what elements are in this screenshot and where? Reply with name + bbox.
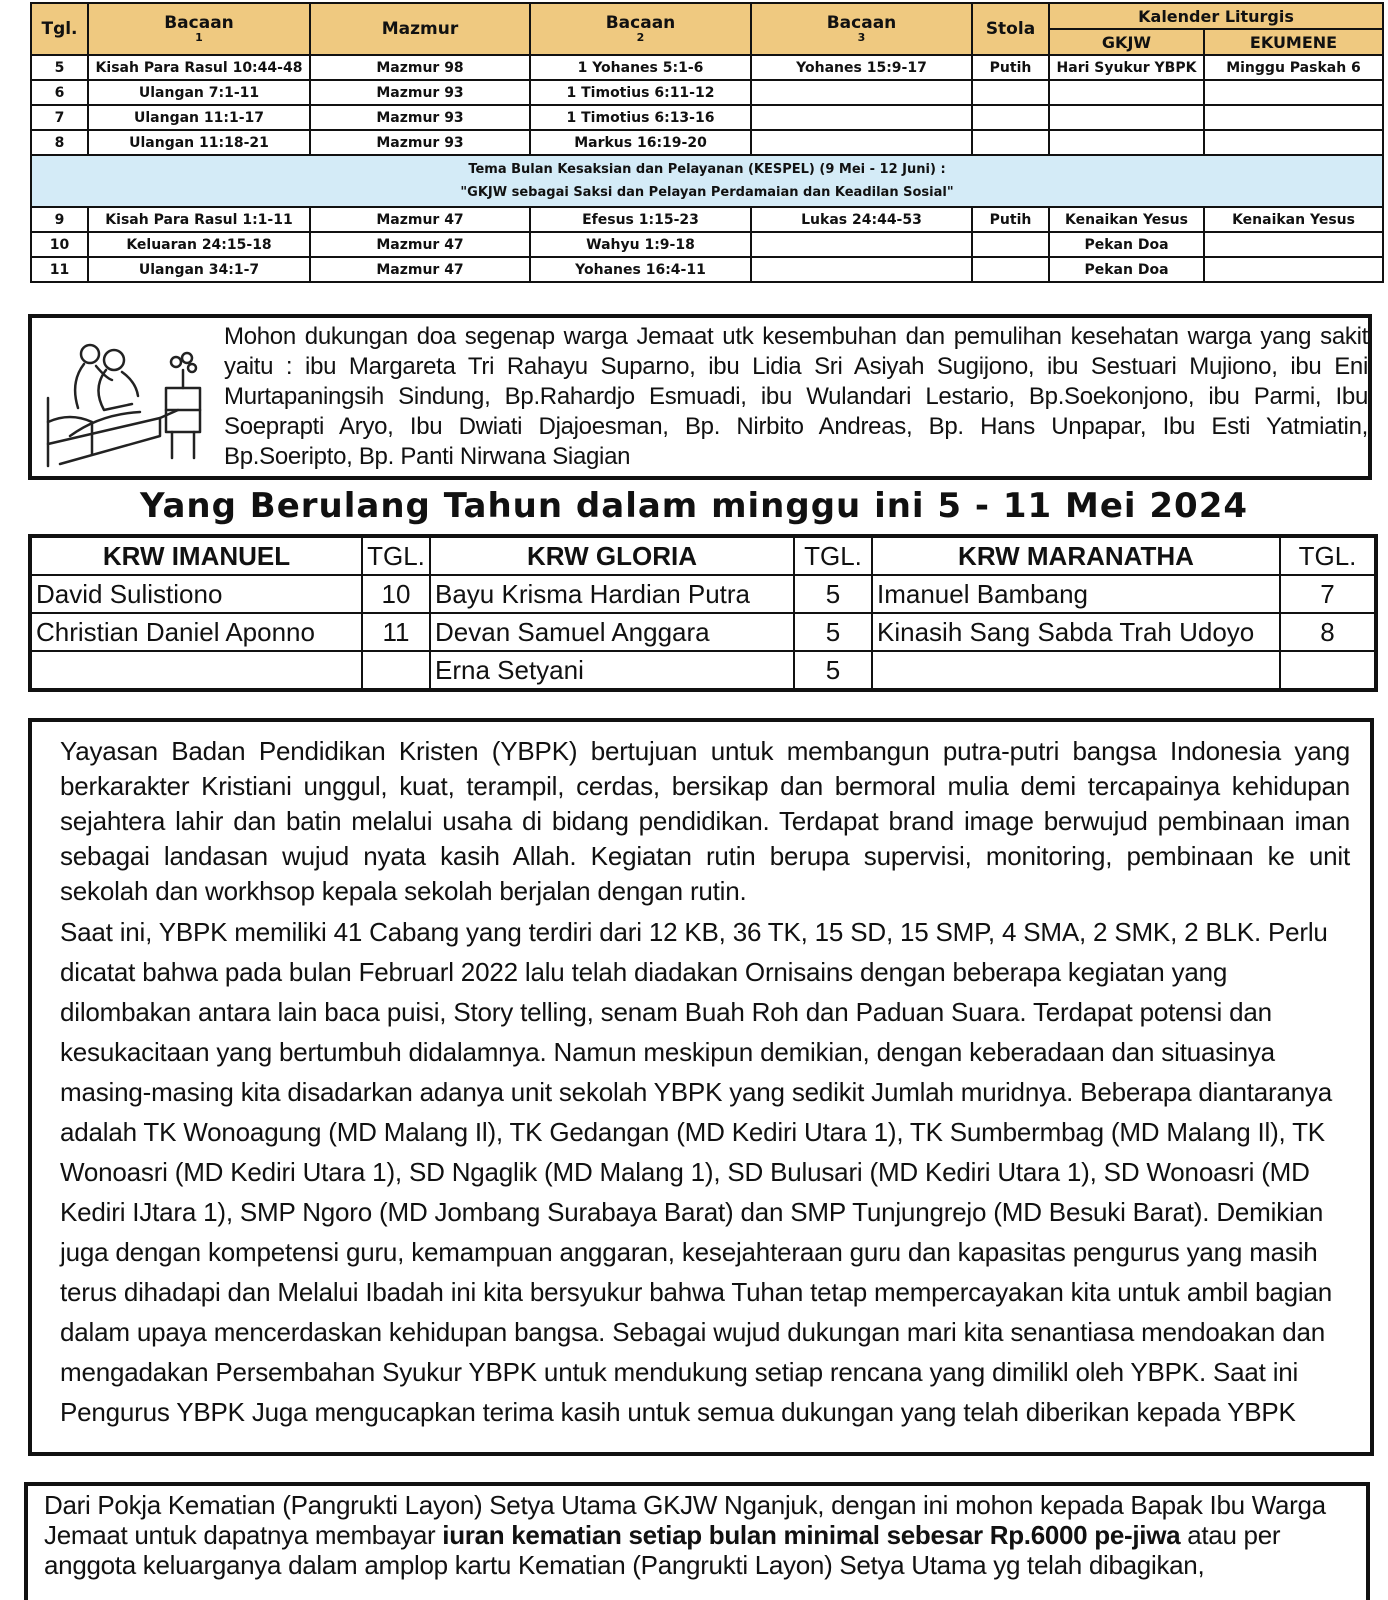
liturgy-cell-tgl: 9: [31, 207, 88, 232]
liturgy-cell-b2: Efesus 1:15-23: [530, 207, 751, 232]
birthday-name: Kinasih Sang Sabda Trah Udoyo: [872, 613, 1280, 651]
liturgy-row: [31, 55, 1383, 80]
liturgy-cell-eku: [1204, 130, 1383, 155]
header-stola: Stola: [972, 3, 1049, 55]
liturgy-cell-b1: Ulangan 11:1-17: [88, 105, 310, 130]
theme-banner: [31, 155, 1383, 207]
pokja-kematian-box: [24, 1482, 1370, 1600]
liturgy-cell-b3: [751, 232, 972, 257]
liturgy-cell-tgl: 5: [31, 55, 88, 80]
liturgy-cell-eku: [1204, 80, 1383, 105]
liturgy-cell-stola: [972, 232, 1049, 257]
liturgy-cell-tgl: 6: [31, 80, 88, 105]
liturgy-cell-b1: Ulangan 11:18-21: [88, 130, 310, 155]
birthday-date: 11: [362, 613, 430, 651]
theme-row: [31, 155, 1383, 207]
liturgy-cell-b1: Keluaran 24:15-18: [88, 232, 310, 257]
liturgy-cell-stola: [972, 130, 1049, 155]
ybpk-paragraph-2: Saat ini, YBPK memiliki 41 Cabang yang terdiri dari 12 KB, 36 TK, 15 SD, 15 SMP, 4 SMA, 2 SMK, 2 BLK. Perlu dicatat bahwa pada bulan Februarl 2022 lalu telah diadakan Ornisains dengan beberapa kegiatan yang dilombakan antara lain baca puisi, Story telling, senam Buah Roh dan Paduan Suara. Terdapat potensi dan kesukacitaan yang bertumbuh didalamnya. Namun meskipun demikian, dengan keberadaan dan situasinya masing-masing kita disadarkan adanya unit sekolah YBPK yang sedikit Jumlah muridnya. Beberapa diantaranya adalah TK Wonoagung (MD Malang Il), TK Gedangan (MD Kediri Utara 1), TK Sumbermbag (MD Malang Il), TK Wonoasri (MD Kediri Utara 1), SD Ngaglik (MD Malang 1), SD Bulusari (MD Kediri Utara 1), SD Wonoasri (MD Kediri IJtara 1), SMP Ngoro (MD Jombang Surabaya Barat) dan SMP Tunjungrejo (MD Besuki Barat). Demikian juga dengan kompetensi guru, kemampuan anggaran, kesejahteraan guru dan kapasitas pengurus yang masih terus dihadapi dan Melalui Ibadah ini kita bersyukur bahwa Tuhan tetap mempercayakan kita untuk ambil bagian dalam upaya mencerdaskan kehidupan bangsa. Sebagai wujud dukungan mari kita senantiasa mendoakan dan mengadakan Persembahan Syukur YBPK untuk mendukung setiap rencana yang dimilikl oleh YBPK. Saat ini Pengurus YBPK Juga mengucapkan terima kasih untuk semua dukungan yang telah diberikan kepada YBPK: [60, 917, 1333, 1427]
birthday-date: 5: [794, 613, 872, 651]
tgl-header: TGL.: [362, 536, 430, 575]
header-ekumene: EKUMENE: [1204, 29, 1383, 55]
liturgy-cell-tgl: 10: [31, 232, 88, 257]
pokja-text: Dari Pokja Kematian (Pangrukti Layon) Setya Utama GKJW Nganjuk, dengan ini mohon kepada Bapak Ibu Warga Jemaat untuk dapatnya membayar iuran kematian setiap bulan minimal sebesar Rp.6000 pe-jiwa atau per anggota keluarganya dalam amplop kartu Kematian (Pangrukti Layon) Setya Utama yg telah dibagikan,: [44, 1490, 1326, 1580]
birthday-date: 8: [1280, 613, 1376, 651]
liturgy-cell-gkjw: Hari Syukur YBPK: [1049, 55, 1204, 80]
liturgy-cell-eku: Kenaikan Yesus: [1204, 207, 1383, 232]
liturgy-cell-stola: [972, 80, 1049, 105]
liturgy-cell-mzm: Mazmur 47: [310, 207, 530, 232]
liturgy-cell-tgl: 7: [31, 105, 88, 130]
birthday-name: Christian Daniel Aponno: [30, 613, 362, 651]
birthday-row: [30, 651, 1376, 690]
liturgy-cell-gkjw: [1049, 80, 1204, 105]
birthday-name: David Sulistiono: [30, 575, 362, 613]
liturgy-cell-gkjw: [1049, 130, 1204, 155]
liturgy-cell-mzm: Mazmur 47: [310, 232, 530, 257]
liturgy-cell-eku: [1204, 105, 1383, 130]
liturgy-cell-b3: Yohanes 15:9-17: [751, 55, 972, 80]
liturgy-cell-b3: [751, 130, 972, 155]
birthday-date: 10: [362, 575, 430, 613]
ybpk-info-box: [28, 718, 1374, 1456]
prayer-request-text: Mohon dukungan doa segenap warga Jemaat utk kesembuhan dan pemulihan kesehatan warga yang sakit yaitu : ibu Margareta Tri Rahayu Suparno, ibu Lidia Sri Asiyah Sugijono, ibu Sestuari Mujiono, ibu Eni Murtapaningsih Sindung, Bp.Rahardjo Esmuadi, ibu Wulandari Lestario, Bp.Soekonjono, ibu Parmi, Ibu Soeprapti Aryo, Ibu Dwiati Djajoesman, Bp. Nirbito Andreas, Bp. Hans Unpapar, Ibu Esti Yatmiatin, Bp.Soeripto, Bp. Panti Nirwana Siagian: [224, 323, 1368, 470]
liturgy-cell-gkjw: Pekan Doa: [1049, 257, 1204, 282]
liturgy-cell-mzm: Mazmur 47: [310, 257, 530, 282]
liturgy-cell-eku: Minggu Paskah 6: [1204, 55, 1383, 80]
birthday-table: [28, 534, 1378, 692]
liturgy-cell-b1: Kisah Para Rasul 10:44-48: [88, 55, 310, 80]
birthday-name: Imanuel Bambang: [872, 575, 1280, 613]
liturgy-cell-stola: [972, 257, 1049, 282]
liturgy-cell-mzm: Mazmur 98: [310, 55, 530, 80]
liturgy-cell-gkjw: [1049, 105, 1204, 130]
birthday-date: 7: [1280, 575, 1376, 613]
liturgy-row: [31, 207, 1383, 232]
header-bacaan-1: Bacaan 1: [88, 3, 310, 55]
liturgy-cell-gkjw: Pekan Doa: [1049, 232, 1204, 257]
liturgy-cell-stola: Putih: [972, 55, 1049, 80]
liturgy-cell-gkjw: Kenaikan Yesus: [1049, 207, 1204, 232]
birthday-empty-cell: [1280, 651, 1376, 690]
krw-imanuel-header: KRW IMANUEL: [30, 536, 362, 575]
liturgy-cell-b2: 1 Timotius 6:11-12: [530, 80, 751, 105]
liturgy-row: [31, 130, 1383, 155]
liturgy-cell-mzm: Mazmur 93: [310, 130, 530, 155]
header-gkjw: GKJW: [1049, 29, 1204, 55]
liturgy-cell-b2: 1 Yohanes 5:1-6: [530, 55, 751, 80]
liturgy-cell-b3: [751, 80, 972, 105]
liturgy-cell-eku: [1204, 257, 1383, 282]
liturgy-row: [31, 105, 1383, 130]
header-bacaan-2: Bacaan 2: [530, 3, 751, 55]
liturgy-cell-tgl: 8: [31, 130, 88, 155]
header-kalender-liturgis: Kalender Liturgis: [1049, 3, 1383, 29]
liturgy-cell-stola: Putih: [972, 207, 1049, 232]
liturgy-cell-eku: [1204, 232, 1383, 257]
liturgy-cell-b1: Ulangan 34:1-7: [88, 257, 310, 282]
liturgy-cell-b3: Lukas 24:44-53: [751, 207, 972, 232]
birthday-row: [30, 575, 1376, 613]
pokja-fee-highlight: iuran kematian setiap bulan minimal sebesar Rp.6000 pe-jiwa: [442, 1520, 1181, 1550]
birthday-date: 5: [794, 651, 872, 690]
birthday-name: Bayu Krisma Hardian Putra: [430, 575, 794, 613]
birthday-empty-cell: [362, 651, 430, 690]
header-bacaan-3: Bacaan 3: [751, 3, 972, 55]
krw-maranatha-header: KRW MARANATHA: [872, 536, 1280, 575]
header-tgl: Tgl.: [31, 3, 88, 55]
liturgy-table: [30, 2, 1384, 283]
liturgy-cell-b2: Yohanes 16:4-11: [530, 257, 751, 282]
liturgy-cell-mzm: Mazmur 93: [310, 105, 530, 130]
birthday-date: 5: [794, 575, 872, 613]
liturgy-cell-b3: [751, 105, 972, 130]
liturgy-cell-b2: Wahyu 1:9-18: [530, 232, 751, 257]
birthday-row: [30, 613, 1376, 651]
tgl-header: TGL.: [794, 536, 872, 575]
liturgy-cell-tgl: 11: [31, 257, 88, 282]
liturgy-row: [31, 232, 1383, 257]
prayer-request-box: [28, 314, 1372, 480]
theme-line-1: Tema Bulan Kesaksian dan Pelayanan (KESPEL) (9 Mei - 12 Juni) :: [468, 162, 946, 177]
liturgy-row: [31, 80, 1383, 105]
sick-bed-illustration-icon: [40, 326, 210, 476]
birthday-empty-cell: [872, 651, 1280, 690]
birthday-name: Devan Samuel Anggara: [430, 613, 794, 651]
liturgy-cell-mzm: Mazmur 93: [310, 80, 530, 105]
birthday-name: Erna Setyani: [430, 651, 794, 690]
liturgy-row: [31, 257, 1383, 282]
birthday-empty-cell: [30, 651, 362, 690]
theme-line-2: "GKJW sebagai Saksi dan Pelayan Perdamaian dan Keadilan Sosial": [460, 185, 954, 200]
liturgy-cell-b3: [751, 257, 972, 282]
krw-gloria-header: KRW GLORIA: [430, 536, 794, 575]
tgl-header: TGL.: [1280, 536, 1376, 575]
liturgy-cell-b1: Kisah Para Rasul 1:1-11: [88, 207, 310, 232]
liturgy-cell-b2: 1 Timotius 6:13-16: [530, 105, 751, 130]
header-mazmur: Mazmur: [310, 3, 530, 55]
liturgy-cell-stola: [972, 105, 1049, 130]
birthday-heading: Yang Berulang Tahun dalam minggu ini 5 - 11 Mei 2024: [139, 486, 1249, 526]
liturgy-cell-b2: Markus 16:19-20: [530, 130, 751, 155]
liturgy-cell-b1: Ulangan 7:1-11: [88, 80, 310, 105]
ybpk-paragraph-1: Yayasan Badan Pendidikan Kristen (YBPK) bertujuan untuk membangun putra-putri bangsa Indonesia yang berkarakter Kristiani unggul, kuat, terampil, cerdas, bersikap dan bermoral mulia demi tercapainya kehidupan sejahtera lahir dan batin melalui usaha di bidang pendidikan. Terdapat brand image berwujud pembinaan iman sebagai landasan wujud nyata kasih Allah. Kegiatan rutin berupa supervisi, monitoring, pembinaan ke unit sekolah dan workhsop kepala sekolah berjalan dengan rutin.: [60, 736, 1350, 906]
